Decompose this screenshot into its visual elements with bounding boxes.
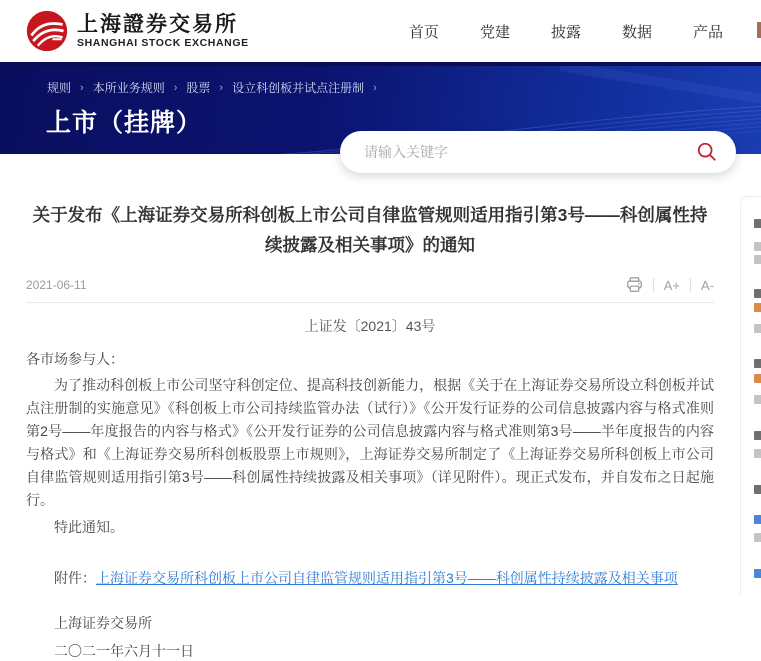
search-input[interactable] [362,143,696,161]
clipped-list-item [754,449,761,458]
signature-date: 二〇二一年六月十一日 [54,643,194,659]
font-increase-button[interactable]: A+ [663,277,680,293]
sse-logo-icon [25,9,69,53]
search-bar [340,131,736,173]
breadcrumb-item-business-rules[interactable]: 本所业务规则 [92,81,165,95]
main-nav [409,21,761,42]
search-icon [696,141,718,163]
nav-item-disclosure[interactable]: 披露 [550,23,581,41]
breadcrumb [0,66,761,96]
document-number: 上证发〔2021〕43号 [304,318,436,334]
breadcrumb-separator: › [219,81,224,94]
clipped-list-item [754,431,761,440]
nav-item-home[interactable]: 首页 [408,23,439,41]
logo-chinese-name: 上海證券交易所 [77,11,238,37]
notice-article [0,200,740,661]
clipped-list-item [754,219,761,228]
page-title: 上市（挂牌） [46,109,203,137]
attachment-label: 附件： [54,570,96,586]
clipped-list-item [754,359,761,368]
breadcrumb-item-star-market[interactable]: 设立科创板并试点注册制 [232,81,365,95]
meta-divider [26,302,714,303]
closing-line: 特此通知。 [54,519,124,535]
attachment-row [26,568,714,588]
clipped-list-item [754,255,761,264]
publish-date: 2021-06-11 [26,278,87,292]
breadcrumb-item-stocks[interactable]: 股票 [186,81,211,95]
breadcrumb-separator: › [173,81,178,94]
clipped-list-item [754,515,761,524]
nav-item-data[interactable]: 数据 [621,23,652,41]
clipped-list-item [754,569,761,578]
clipped-list-item [754,324,761,333]
clipped-list-item [754,395,761,404]
breadcrumb-separator: › [373,81,377,94]
print-button[interactable] [626,277,643,293]
article-meta-row [26,277,714,293]
clipped-sidebar [740,196,761,596]
article-tools [626,277,714,293]
salutation: 各市场参与人： [26,351,124,367]
tools-divider [653,278,654,292]
clipped-list-item [754,242,761,251]
sse-logo[interactable] [25,9,249,53]
tools-divider [690,278,691,292]
breadcrumb-separator: › [80,81,84,94]
font-decrease-button[interactable]: A- [701,277,714,293]
body-paragraph: 为了推动科创板上市公司坚守科创定位、提高科技创新能力，根据《关于在上海证券交易所设立科创板并试点注册制的实施意见》《科创板上市公司持续监管办法（试行）》《公开发行证券的公司信息披露内容与格式准则第2号——年度报告的内容与格式》《公开发行证券的公司信息披露内容与格式准则第3号——半年度报告的内容与格式》和《上海证券交易所科创板股票上市规则》，上海证券交易所制定了《上海证券交易所科创板上市公司自律监管规则适用指引第3号——科创属性持续披露及相关事项》（详见附件）。现正式发布，并自发布之日起施行。 [26,377,714,508]
signature-org: 上海证券交易所 [54,615,152,631]
clipped-list-item [754,289,761,298]
clipped-list-item [754,374,761,383]
clipped-list-item [754,303,761,312]
nav-item-clipped [757,22,761,38]
nav-item-products[interactable]: 产品 [692,23,723,41]
search-button[interactable] [696,141,718,163]
article-title: 关于发布《上海证券交易所科创板上市公司自律监管规则适用指引第3号——科创属性持续披露及相关事项》的通知 [32,205,708,255]
breadcrumb-item-rules[interactable]: 规则 [47,81,72,95]
clipped-list-item [754,533,761,542]
printer-icon [626,277,643,293]
attachment-link[interactable]: 上海证券交易所科创板上市公司自律监管规则适用指引第3号——科创属性持续披露及相关事项 [96,570,678,586]
site-header [0,0,761,62]
nav-item-party[interactable]: 党建 [479,23,510,41]
logo-english-name: SHANGHAI STOCK EXCHANGE [77,36,249,49]
clipped-list-item [754,485,761,494]
